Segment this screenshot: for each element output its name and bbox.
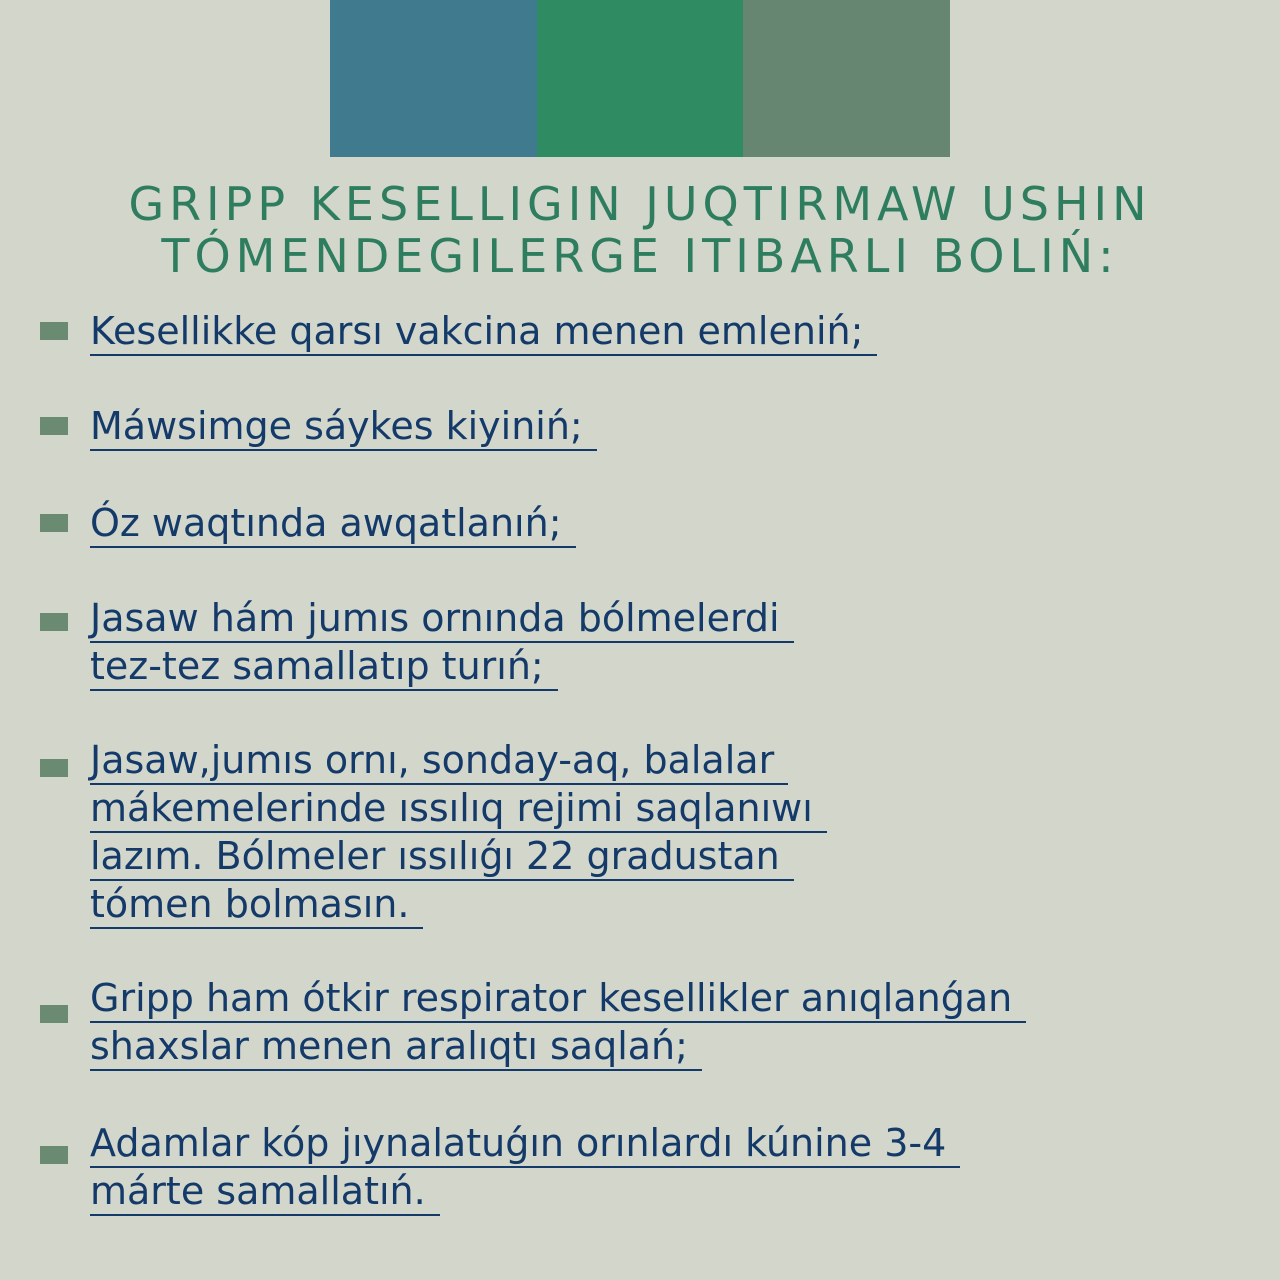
list-item-line: Óz waqtında awqatlanıń; (90, 500, 576, 548)
swatch-green (537, 0, 744, 157)
list-item-line: Kesellikke qarsı vakcina menen emleniń; (90, 308, 877, 356)
list-item-line: Jasaw hám jumıs ornında bólmelerdi (90, 595, 794, 643)
list-item-text (90, 500, 576, 548)
square-bullet-icon (40, 417, 68, 435)
list-item-line: tez-tez samallatıp turıń; (90, 643, 558, 691)
list-item-line: Gripp ham ótkir respirator kesellikler anıqlanǵan (90, 975, 1026, 1023)
list-item-line: tómen bolmasın. (90, 881, 423, 929)
swatch-gray-green (743, 0, 950, 157)
list-item-line: Máwsimge sáykes kiyiniń; (90, 403, 597, 451)
list-item-line: Adamlar kóp jıynalatuǵın orınlardı kúnine 3-4 (90, 1120, 960, 1168)
list-item-line: lazım. Bólmeler ıssılıǵı 22 gradustan (90, 833, 794, 881)
list-item-line: shaxslar menen aralıqtı saqlań; (90, 1023, 702, 1071)
title-line-1: GRIPP KESELLIGIN JUQTIRMAW USHIN (128, 177, 1152, 231)
list-item-line: márte samallatıń. (90, 1168, 440, 1216)
color-swatches (330, 0, 950, 157)
square-bullet-icon (40, 514, 68, 532)
square-bullet-icon (40, 1005, 68, 1023)
page-title (0, 178, 1280, 282)
square-bullet-icon (40, 322, 68, 340)
list-item-text (90, 1120, 960, 1216)
list-item-text (90, 308, 877, 356)
list-item-text (90, 975, 1026, 1071)
list-item-text (90, 403, 597, 451)
list-item-line: Jasaw,jumıs ornı, sonday-aq, balalar (90, 737, 788, 785)
swatch-blue (330, 0, 537, 157)
list-item-text (90, 595, 794, 691)
list-item-line: mákemelerinde ıssılıq rejimi saqlanıwı (90, 785, 827, 833)
square-bullet-icon (40, 759, 68, 777)
square-bullet-icon (40, 1146, 68, 1164)
square-bullet-icon (40, 613, 68, 631)
list-item-text (90, 737, 827, 929)
title-line-2: TÓMENDEGILERGE ITIBARLI BOLIŃ: (161, 229, 1119, 283)
